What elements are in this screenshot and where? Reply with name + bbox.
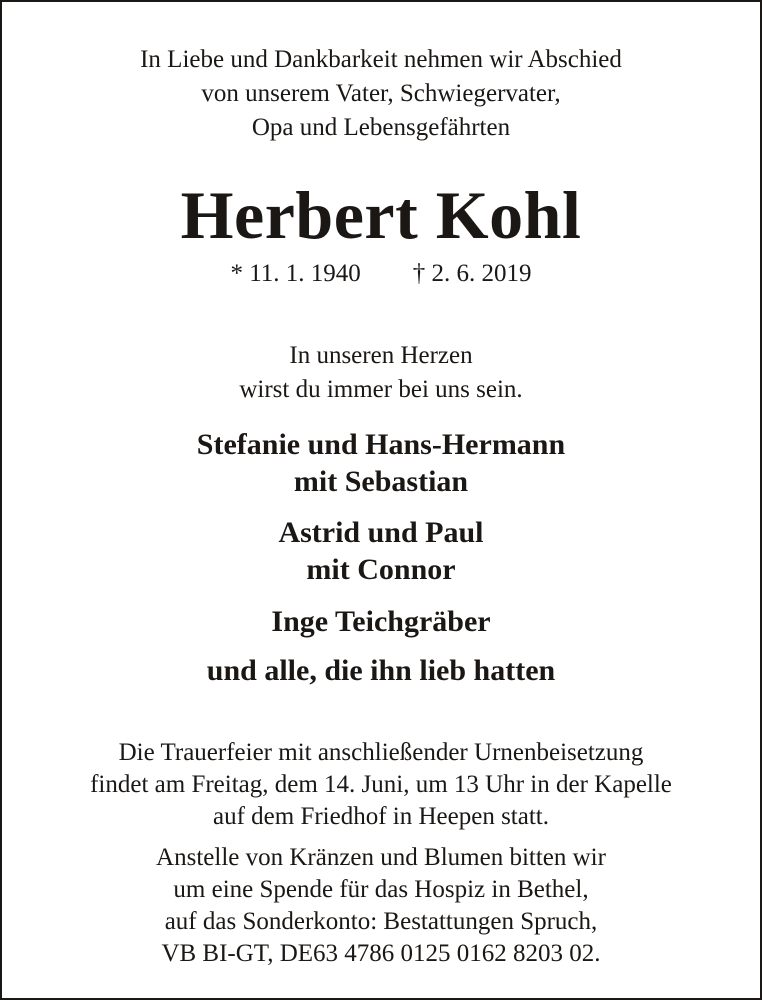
- deceased-name: Herbert Kohl: [180, 177, 582, 253]
- mourner-line: mit Sebastian: [293, 465, 469, 498]
- intro-line: In Liebe und Dankbarkeit nehmen wir Abschied: [140, 46, 622, 73]
- birth-date: * 11. 1. 1940: [230, 260, 361, 287]
- service-info: [0, 737, 762, 833]
- donation-line: VB BI-GT, DE63 4786 0125 0162 8203 02.: [161, 940, 601, 967]
- donation-line: auf das Sonderkonto: Bestattungen Spruch,: [164, 908, 598, 935]
- service-line: auf dem Friedhof in Heepen statt.: [212, 803, 549, 830]
- intro-line: von unserem Vater, Schwiegervater,: [201, 80, 561, 107]
- mourner-line: und alle, die ihn lieb hatten: [206, 654, 556, 687]
- quote-line: wirst du immer bei uns sein.: [239, 376, 523, 403]
- mourner-line: Astrid und Paul: [278, 516, 484, 549]
- mourner-line: Inge Teichgräber: [271, 605, 491, 638]
- mourner-group: [0, 603, 762, 640]
- memorial-quote: [0, 339, 762, 407]
- mourner-line: mit Connor: [306, 553, 456, 586]
- donation-line: Anstelle von Kränzen und Blumen bitten wir: [156, 844, 606, 871]
- intro-line: Opa und Lebensgefährten: [251, 114, 511, 141]
- life-dates: [0, 257, 762, 291]
- donation-line: um eine Spende für das Hospiz in Bethel,: [173, 876, 589, 903]
- mourner-group: [0, 652, 762, 689]
- donation-info: [0, 842, 762, 970]
- service-line: findet am Freitag, dem 14. Juni, um 13 Uhr in der Kapelle: [90, 771, 672, 798]
- mourner-group: [0, 514, 762, 588]
- mourner-group: [0, 426, 762, 500]
- death-date: † 2. 6. 2019: [412, 260, 532, 287]
- intro-text: [0, 43, 762, 145]
- mourner-line: Stefanie und Hans-Hermann: [196, 428, 566, 461]
- quote-line: In unseren Herzen: [289, 342, 473, 369]
- service-line: Die Trauerfeier mit anschließender Urnenbeisetzung: [118, 739, 644, 766]
